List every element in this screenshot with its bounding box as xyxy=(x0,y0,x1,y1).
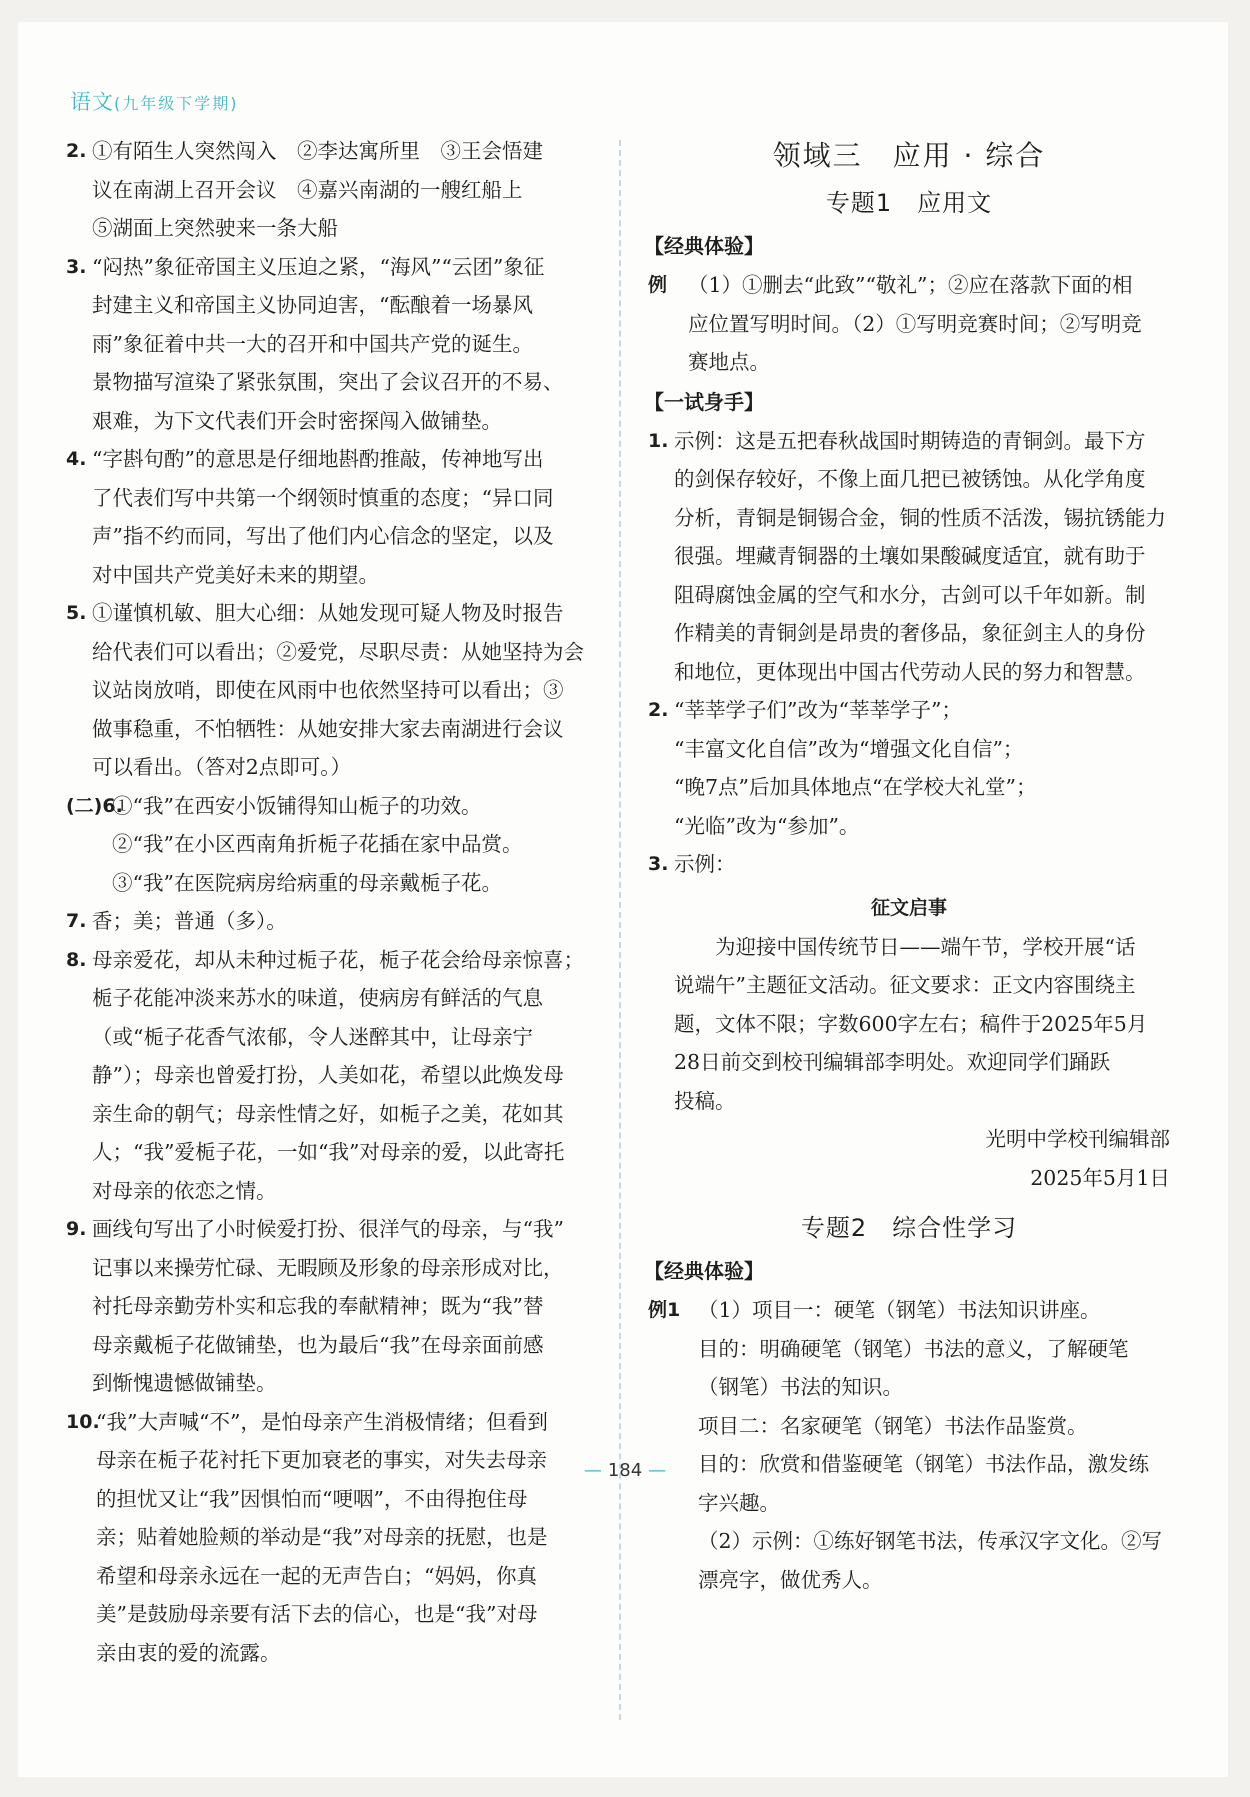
answer-line: 示例：这是五把春秋战国时期铸造的青铜剑。最下方 xyxy=(674,428,1146,453)
answer-line: （或“栀子花香气浓郁，令人迷醉其中，让母亲宁 xyxy=(92,1024,533,1049)
answer-line: 目的：明确硬笔（钢笔）书法的意义，了解硬笔 xyxy=(698,1336,1129,1361)
answer-line: 母亲爱花，却从未种过栀子花，栀子花会给母亲惊喜； xyxy=(92,947,584,972)
answer-line: 阻碍腐蚀金属的空气和水分，古剑可以千年如新。制 xyxy=(674,582,1146,607)
notice-line: 为迎接中国传统节日——端午节，学校开展“话 xyxy=(715,934,1136,959)
answer-line: 做事稳重，不怕牺牲：从她安排大家去南湖进行会议 xyxy=(92,716,564,741)
answer-line: 漂亮字，做优秀人。 xyxy=(698,1567,883,1592)
answer-line: 可以看出。（答对2点即可。） xyxy=(92,755,352,779)
answer-number: 2. xyxy=(66,140,87,162)
answer-line: 的担忧又让“我”因惧怕而“哽咽”，不由得抱住母 xyxy=(96,1486,528,1511)
answer-line: 记事以来操劳忙碌、无暇顾及形象的母亲形成对比， xyxy=(92,1255,564,1280)
answer-line: 字兴趣。 xyxy=(698,1490,780,1515)
right-column xyxy=(644,132,1170,1599)
answer-line: “我”大声喊“不”，是怕母亲产生消极情绪；但看到 xyxy=(96,1409,548,1434)
answer-line: （2）示例：①练好钢笔书法，传承汉字文化。②写 xyxy=(698,1529,1163,1553)
answer-line: 对中国共产党美好未来的期望。 xyxy=(92,562,379,587)
answer-q3 xyxy=(66,248,596,441)
answer-q10 xyxy=(66,1403,596,1673)
answer-line: 人；“我”爱栀子花，一如“我”对母亲的爱，以此寄托 xyxy=(92,1140,565,1164)
answer-line: 议在南湖上召开会议 ④嘉兴南湖的一艘红船上 xyxy=(92,177,523,202)
answer-line: ⑤湖面上突然驶来一条大船 xyxy=(92,216,338,240)
notice-line: 说端午”主题征文活动。征文要求：正文内容围绕主 xyxy=(674,973,1136,997)
answer-line: 给代表们可以看出；②爱党，尽职尽责：从她坚持为会 xyxy=(92,639,584,664)
answer-line: 作精美的青铜剑是昂贵的奢侈品，象征剑主人的身份 xyxy=(674,621,1146,645)
answer-number: 3. xyxy=(66,255,87,278)
answer-line: 画线句写出了小时候爱打扮、很洋气的母亲，与“我” xyxy=(92,1217,564,1241)
answer-line: ③“我”在医院病房给病重的母亲戴栀子花。 xyxy=(112,870,502,895)
answer-line: 到惭愧遗憾做铺垫。 xyxy=(92,1371,277,1395)
answer-line: 应位置写明时间。（2）①写明竞赛时间；②写明竞 xyxy=(688,311,1142,336)
running-head xyxy=(70,86,239,116)
answer-line: 对母亲的依恋之情。 xyxy=(92,1178,277,1203)
answer-q8 xyxy=(66,941,596,1211)
answer-number: 9. xyxy=(66,1218,87,1240)
notice-body xyxy=(648,928,1170,1121)
notice-line: 题，文体不限；字数600字左右；稿件于2025年5月 xyxy=(674,1011,1148,1036)
answer-line: “丰富文化自信”改为“增强文化自信”； xyxy=(674,736,1024,761)
answer-line: 议站岗放哨，即使在风雨中也依然坚持可以看出；③ xyxy=(92,678,564,702)
answer-line: 雨”象征着中共一大的召开和中国共产党的诞生。 xyxy=(92,331,533,356)
answer-number: 2. xyxy=(648,699,669,721)
answer-line: 的剑保存较好，不像上面几把已被锈蚀。从化学角度 xyxy=(674,467,1146,491)
answer-line: 赛地点。 xyxy=(688,350,770,374)
answer-line: 分析，青铜是铜锡合金，铜的性质不活泼，锡抗锈能力 xyxy=(674,505,1166,530)
answer-line: 景物描写渲染了紧张氛围，突出了会议召开的不易、 xyxy=(92,370,564,394)
answer-number: 3. xyxy=(648,853,669,875)
section-heading-classic: 【经典体验】 xyxy=(644,234,764,258)
notice-line: 投稿。 xyxy=(674,1088,736,1113)
answer-q7 xyxy=(66,902,596,941)
page-number-dash-right: — xyxy=(648,1460,667,1481)
answer-line: 声”指不约而同，写出了他们内心信念的坚定，以及 xyxy=(92,524,554,548)
section-heading-classic-2: 【经典体验】 xyxy=(644,1259,764,1283)
answer-line: ②“我”在小区西南角折栀子花插在家中品赏。 xyxy=(112,832,523,856)
answer-number: 4. xyxy=(66,448,87,470)
topic-title-1: 专题1 应用文 xyxy=(825,189,993,217)
page-number-dash-left: — xyxy=(583,1460,602,1481)
page-number-value: 184 xyxy=(607,1460,643,1481)
topic-title-2: 专题2 综合性学习 xyxy=(800,1214,1018,1242)
answer-line: 母亲在栀子花衬托下更加衰老的事实，对失去母亲 xyxy=(96,1448,547,1472)
answer-line: 香；美；普通（多）。 xyxy=(92,909,287,933)
answer-line: （1）项目一：硬笔（钢笔）书法知识讲座。 xyxy=(698,1298,1101,1322)
answer-line: 母亲戴栀子花做铺垫，也为最后“我”在母亲面前感 xyxy=(92,1332,544,1357)
answer-line: “字斟句酌”的意思是仔细地斟酌推敲，传神地写出 xyxy=(92,447,544,471)
answer-line: 示例： xyxy=(674,852,736,876)
running-head-grade: (九年级下学期) xyxy=(114,94,239,113)
answer-number: 7. xyxy=(66,910,87,932)
answer-line: （钢笔）书法的知识。 xyxy=(698,1375,903,1399)
answer-number: 5. xyxy=(66,602,87,624)
answer-line: 很强。埋藏青铜器的土壤如果酸碱度适宜，就有助于 xyxy=(674,544,1146,568)
answer-q6 xyxy=(66,787,596,903)
answer-line: 亲；贴着她脸颊的举动是“我”对母亲的抚慰，也是 xyxy=(96,1525,548,1549)
answer-line: 亲由衷的爱的流露。 xyxy=(96,1640,281,1665)
answer-line: 项目二：名家硬笔（钢笔）书法作品鉴赏。 xyxy=(698,1413,1088,1438)
left-column xyxy=(66,132,596,1672)
answer-line: 静”）；母亲也曾爱打扮，人美如花，希望以此焕发母 xyxy=(92,1063,564,1087)
answer-q5 xyxy=(66,594,596,787)
answer-q9 xyxy=(66,1210,596,1403)
part-title: 领域三 应用 · 综合 xyxy=(772,139,1046,172)
answer-line: ①“我”在西安小饭铺得知山栀子的功效。 xyxy=(112,793,482,818)
answer-q2 xyxy=(66,132,596,248)
answer-line: 封建主义和帝国主义协同迫害，“酝酿着一场暴风 xyxy=(92,293,533,317)
answer-line: 衬托母亲勤劳朴实和忘我的奉献精神；既为“我”替 xyxy=(92,1294,544,1318)
answer-line: 了代表们写中共第一个纲领时慎重的态度；“异口同 xyxy=(92,485,554,510)
answer-number: (二)6. xyxy=(66,794,123,817)
answer-r2 xyxy=(648,691,1170,845)
answer-line: “晚7点”后加具体地点“在学校大礼堂”； xyxy=(674,775,1037,799)
answer-line: 艰难，为下文代表们开会时密探闯入做铺垫。 xyxy=(92,408,502,433)
answer-line: “闷热”象征帝国主义压迫之紧，“海风”“云团”象征 xyxy=(92,254,545,279)
example-1 xyxy=(648,266,1170,382)
answer-r3 xyxy=(648,845,1170,884)
answer-line: 目的：欣赏和借鉴硬笔（钢笔）书法作品，激发练 xyxy=(698,1452,1149,1476)
answer-number: 1. xyxy=(648,429,669,452)
answer-r1 xyxy=(648,422,1170,692)
answer-line: 美”是鼓励母亲要有活下去的信心，也是“我”对母 xyxy=(96,1602,538,1626)
notice-signer: 光明中学校刊编辑部 xyxy=(985,1127,1170,1151)
answer-line: 栀子花能冲淡来苏水的味道，使病房有鲜活的气息 xyxy=(92,986,543,1010)
notice-date: 2025年5月1日 xyxy=(1030,1165,1170,1190)
answer-line: “光临”改为“参加”。 xyxy=(674,813,860,838)
answer-line: （1）①删去“此致”“敬礼”；②应在落款下面的相 xyxy=(688,273,1133,297)
running-head-subject: 语文 xyxy=(70,90,114,114)
answer-line: ①有陌生人突然闯入 ②李达寓所里 ③王会悟建 xyxy=(92,139,543,163)
answer-number: 8. xyxy=(66,948,87,971)
column-divider xyxy=(619,140,621,1720)
section-heading-try: 【一试身手】 xyxy=(644,389,764,414)
answer-line: 希望和母亲永远在一起的无声告白；“妈妈，你真 xyxy=(96,1563,537,1588)
answer-number: 10. xyxy=(66,1410,100,1433)
answer-q4 xyxy=(66,440,596,594)
example-label: 例1 xyxy=(648,1299,681,1321)
notice-line: 28日前交到校刊编辑部李明处。欢迎同学们踊跃 xyxy=(674,1050,1111,1074)
answer-line: ①谨慎机敏、胆大心细：从她发现可疑人物及时报告 xyxy=(92,601,564,625)
page-number xyxy=(0,1460,1250,1481)
answer-line: “莘莘学子们”改为“莘莘学子”； xyxy=(674,698,962,722)
answer-line: 和地位，更体现出中国古代劳动人民的努力和智慧。 xyxy=(674,659,1146,684)
example-2 xyxy=(648,1291,1170,1599)
answer-line: 亲生命的朝气；母亲性情之好，如栀子之美，花如其 xyxy=(92,1101,564,1126)
example-label: 例 xyxy=(648,274,668,296)
notice-title: 征文启事 xyxy=(870,896,947,919)
